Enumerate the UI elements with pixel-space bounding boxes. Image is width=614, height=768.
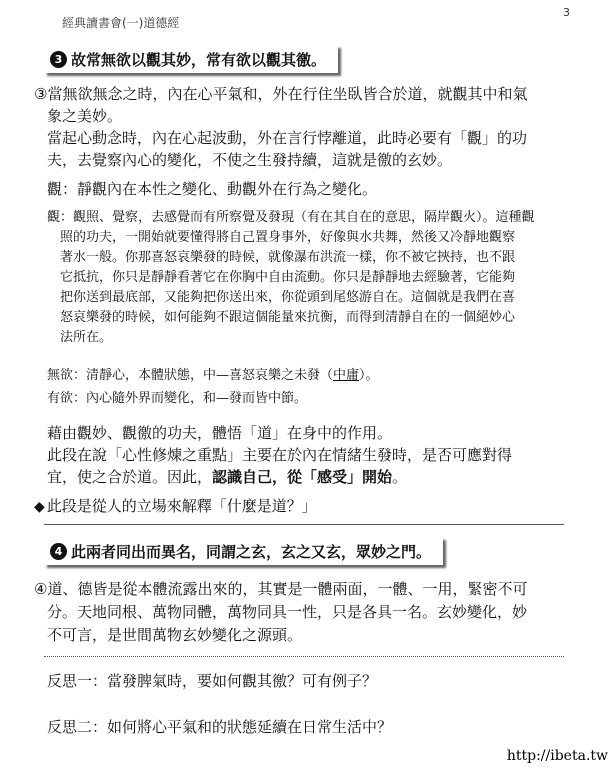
section-3-paragraph-3-line-1: 藉由觀妙、觀徼的功夫，體悟「道」在身中的作用。 (47, 424, 393, 442)
diamond-icon: ◆ (34, 499, 45, 515)
section-3-title-box (44, 45, 338, 73)
reflection-2: 反思二：如何將心平氣和的狀態延續在日常生活中？ (47, 718, 393, 736)
paragraph-marker: ③ (34, 85, 48, 103)
youyu-definition: 有欲：內心隨外界而變化，和—發而皆中節。 (47, 391, 308, 406)
guan-explanation-line-7: 法所在。 (60, 330, 113, 345)
header-title: 經典讀書會(一)道德經 (62, 16, 180, 30)
section-3-paragraph-3-line-2: 此段在說「心性修煉之重點」主要在於內在情緒生發時，是否可應對得 (47, 446, 513, 464)
zhongyong-reference: 中庸 (333, 368, 360, 383)
guan-summary: 觀：靜觀內在本性之變化、動觀外在行為之變化。 (47, 180, 378, 198)
paragraph-text: 當無欲無念之時，內在心平氣和，外在行住坐臥皆合於道，就觀其中和氣 (47, 85, 528, 103)
paragraph-text: 道、德皆是從本體流露出來的，其實是一體兩面，一體、一用，緊密不可 (47, 580, 528, 598)
guan-explanation-line-1: 觀：觀照、覺察，去感覺而有所察覺及發現（有在其自在的意思，隔岸觀火）。這種觀 (47, 210, 535, 225)
wuyu-suffix: ）。 (359, 368, 379, 383)
page-number: 3 (563, 6, 570, 19)
section-4-paragraph-line-2: 分。天地同根、萬物同體，萬物同具一性，只是各具一名。玄妙變化，妙 (47, 603, 528, 621)
site-watermark: http://ibeta.tw (506, 748, 608, 764)
section-3-paragraph-2-line-1: 當起心動念時，內在心起波動，外在言行悖離道，此時必要有「觀」的功 (47, 129, 528, 147)
section-3-paragraph-2-line-2: 夫，去覺察內心的變化，不使之生發持續，這就是徼的玄妙。 (47, 151, 453, 169)
reflection-1: 反思一：當發脾氣時，要如何觀其徼？可有例子？ (47, 672, 378, 690)
section-divider (44, 524, 564, 525)
guan-explanation-line-4: 它抵抗，你只是靜靜看著它在你胸中自由流動。你只是靜靜地去經驗著，它能夠 (60, 270, 516, 285)
section-3-paragraph-3-line-3 (47, 466, 407, 488)
section-3-paragraph-1-line-2: 象之美妙。 (47, 107, 123, 125)
guan-explanation-line-5: 把你送到最底部，又能夠把你送出來，你從頭到尾悠游自在。這個就是我們在喜 (60, 290, 516, 305)
section-3-paragraph-1-line-1 (34, 83, 527, 105)
section-3-title: 故常無欲以觀其妙，常有欲以觀其徼。 (71, 50, 327, 69)
paragraph-marker: ④ (34, 580, 48, 598)
section-3-note (34, 495, 317, 518)
emphasis-text: 認識自己，從「感受」開始 (212, 468, 393, 486)
section-3-badge: 3 (50, 51, 67, 68)
section-4-title: 此兩者同出而異名，同謂之玄，玄之又玄，眾妙之門。 (71, 542, 432, 561)
guan-explanation-line-6: 怒哀樂發的時候，如何能夠不跟這個能量來抗衡，而得到清靜自在的一個絕妙心 (60, 310, 516, 325)
note-text: 此段是從人的立場來解釋「什麼是道？」 (46, 497, 317, 515)
paragraph-text: 宜，使之合於道。因此， (47, 468, 213, 486)
guan-explanation-line-2: 照的功夫，一開始就要懂得將自己置身事外，好像與水共舞，然後又冷靜地觀察 (60, 230, 516, 245)
paragraph-suffix: 。 (392, 468, 408, 486)
guan-explanation-line-3: 著水一般。你那喜怒哀樂發的時候，就像瀑布洪流一樣，你不被它挾持，也不跟 (60, 250, 516, 265)
section-4-badge: 4 (50, 543, 67, 560)
section-4-paragraph-line-3: 不可言，是世間萬物玄妙變化之源頭。 (47, 626, 303, 644)
wuyu-definition (47, 366, 379, 386)
section-4-title-box (44, 537, 443, 565)
wuyu-text: 無欲：清靜心，本體狀態，中—喜怒哀樂之未發（ (47, 368, 334, 383)
reflection-divider (44, 656, 564, 657)
section-4-paragraph-line-1 (34, 578, 527, 600)
